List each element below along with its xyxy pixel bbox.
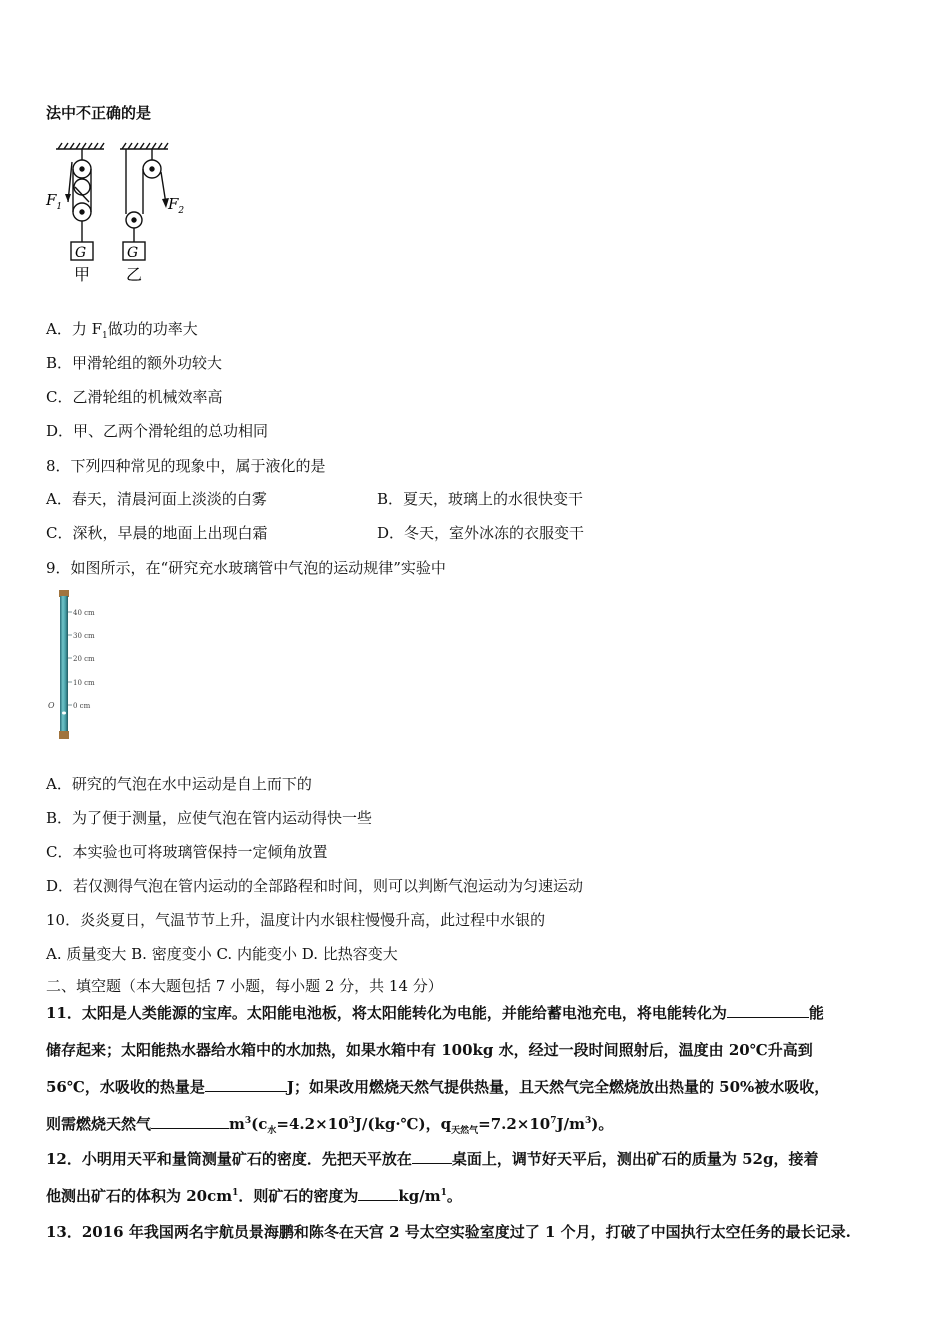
q11-line-3: 56℃，水吸收的热量是 J；如果改用燃烧天然气提供热量，且天然气完全燃烧放出热量的 50%被水吸收，: [46, 1078, 830, 1096]
q10-options: A. 质量变大 B. 密度变小 C. 内能变小 D. 比热容变大: [46, 945, 398, 963]
label-jia: 甲: [74, 265, 91, 284]
q9-stem: 9．如图所示，在“研究充水玻璃管中气泡的运动规律”实验中: [46, 559, 446, 577]
tick-label: 10 cm: [73, 679, 95, 687]
q12-blank-2: [358, 1186, 398, 1201]
arrow-f1-icon: [65, 194, 71, 202]
label-g-jia: G: [75, 245, 87, 261]
q12-blank-1: [412, 1149, 452, 1164]
q11-blank-2: [205, 1077, 287, 1092]
label-yi: 乙: [126, 265, 143, 284]
label-g-yi: G: [127, 245, 139, 261]
tick-label: 20 cm: [73, 655, 95, 663]
tick-label: 40 cm: [73, 609, 95, 617]
q8-option-c: C．深秋，早晨的地面上出现白霜: [46, 524, 268, 542]
label-f2: $F_2$: [168, 195, 185, 216]
q12-line-2: 他测出矿石的体积为 $20cm^1$．则矿石的密度为 $kg/m^1$。: [46, 1187, 462, 1205]
q7-option-a: A．力 $F_1$做功的功率大: [46, 320, 198, 341]
q7-stem-tail: 法中不正确的是: [46, 104, 152, 122]
origin-label: O: [48, 701, 55, 710]
q11-blank-1: [727, 1003, 809, 1018]
pulley-group-jia: [68, 149, 93, 260]
q9-option-b: B．为了便于测量，应使气泡在管内运动得快一些: [46, 809, 373, 827]
q11-line-1: 11．太阳是人类能源的宝库。太阳能电池板，将太阳能转化为电能，并能给蓄电池充电，将电能转化为 能: [46, 1004, 824, 1022]
tick-label: 30 cm: [73, 632, 95, 640]
q8-option-d: D．冬天，室外冰冻的衣服变干: [377, 524, 585, 542]
pulley-group-yi: [123, 149, 166, 260]
label-f1: $F_1$: [46, 191, 63, 212]
ceiling-yi: [120, 143, 168, 149]
q11-line-4: 则需燃烧天然气 $m^3(c_水=4.2\times 10^3J/(kg\cdot℃)$，$q_{天然气}=7.2\times 10^7J/m^3$)。: [46, 1115, 614, 1136]
q8-stem: 8．下列四种常见的现象中，属于液化的是: [46, 457, 326, 475]
q7-option-d: D．甲、乙两个滑轮组的总功相同: [46, 422, 269, 440]
tube-cap-bottom: [59, 731, 69, 739]
q9-option-a: A．研究的气泡在水中运动是自上而下的: [46, 775, 312, 793]
tick-label: 0 cm: [73, 702, 91, 710]
q12-line-1: 12．小明用天平和量筒测量矿石的密度．先把天平放在 桌面上，调节好天平后，测出矿石的质量为 52g，接着: [46, 1150, 819, 1168]
pulley-figure: [44, 142, 194, 290]
q8-option-a: A．春天，清晨河面上淡淡的白雾: [46, 490, 267, 508]
q9-option-d: D．若仅测得气泡在管内运动的全部路程和时间，则可以判断气泡运动为匀速运动: [46, 877, 584, 895]
tube-cap-top: [59, 590, 69, 597]
q9-option-c: C．本实验也可将玻璃管保持一定倾角放置: [46, 843, 328, 861]
section-2-title: 二、填空题（本大题包括 7 小题，每小题 2 分，共 14 分）: [46, 977, 443, 995]
ceiling-jia: [56, 143, 104, 149]
q11-blank-3: [151, 1114, 229, 1129]
q10-stem: 10．炎炎夏日，气温节节上升，温度计内水银柱慢慢升高，此过程中水银的: [46, 911, 546, 929]
glass-tube-figure: [44, 590, 124, 745]
q13-stem: 13．2016 年我国两名宇航员景海鹏和陈冬在天宫 2 号太空实验室度过了 1 个月，打破了中国执行太空任务的最长记录.: [46, 1223, 851, 1241]
q8-option-b: B．夏天，玻璃上的水很快变干: [377, 490, 584, 508]
q7-option-c: C．乙滑轮组的机械效率高: [46, 388, 223, 406]
q11-line-2: 储存起来；太阳能热水器给水箱中的水加热，如果水箱中有 100kg 水，经过一段时间照射后，温度由 20℃升高到: [46, 1041, 813, 1059]
bubble: [62, 712, 66, 715]
q8-row-1: [46, 489, 267, 509]
q7-option-b: B．甲滑轮组的额外功较大: [46, 354, 223, 372]
